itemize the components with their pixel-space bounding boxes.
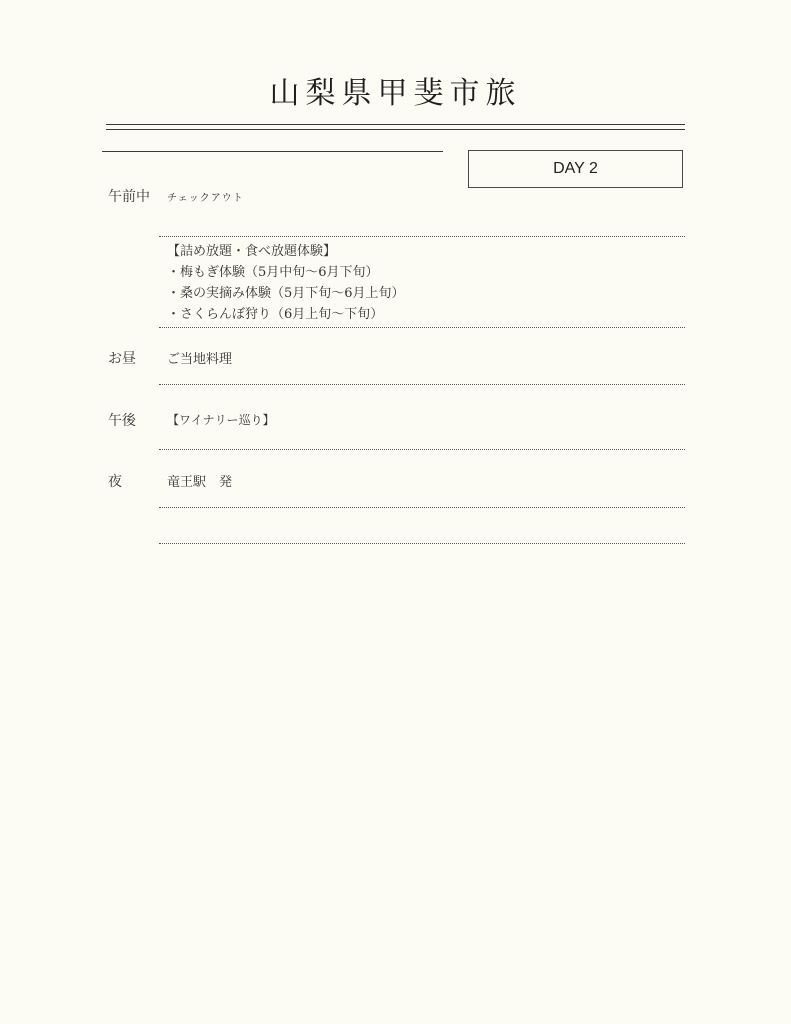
dotted-divider [159, 449, 685, 450]
time-morning: 午前中 [108, 189, 150, 205]
entry-checkout: チェックアウト [167, 193, 244, 204]
list-item: ・桑の実摘み体験（5月下旬〜6月上旬） [167, 286, 405, 301]
activity-list [167, 241, 405, 325]
list-item: ・梅もぎ体験（5月中旬〜6月下旬） [167, 265, 379, 280]
title-double-rule [106, 124, 685, 130]
day-label-box [468, 150, 683, 188]
dotted-divider [159, 543, 685, 544]
list-item: ・さくらんぼ狩り（6月上旬〜下旬） [167, 307, 384, 322]
time-lunch: お昼 [108, 351, 136, 367]
section-rule [102, 151, 443, 152]
entry-afternoon: 【ワイナリー巡り】 [167, 413, 275, 427]
day-label: DAY 2 [553, 160, 598, 177]
list-item: 【詰め放題・食べ放題体験】 [167, 244, 337, 259]
dotted-divider [159, 236, 685, 237]
dotted-divider [159, 327, 685, 328]
dotted-divider [159, 507, 685, 508]
entry-lunch: ご当地料理 [167, 352, 233, 367]
time-night: 夜 [108, 474, 122, 490]
entry-night: 竜王駅 発 [167, 475, 233, 490]
time-afternoon: 午後 [108, 413, 136, 429]
dotted-divider [159, 384, 685, 385]
page-title: 山梨県甲斐市旅 [269, 76, 522, 111]
